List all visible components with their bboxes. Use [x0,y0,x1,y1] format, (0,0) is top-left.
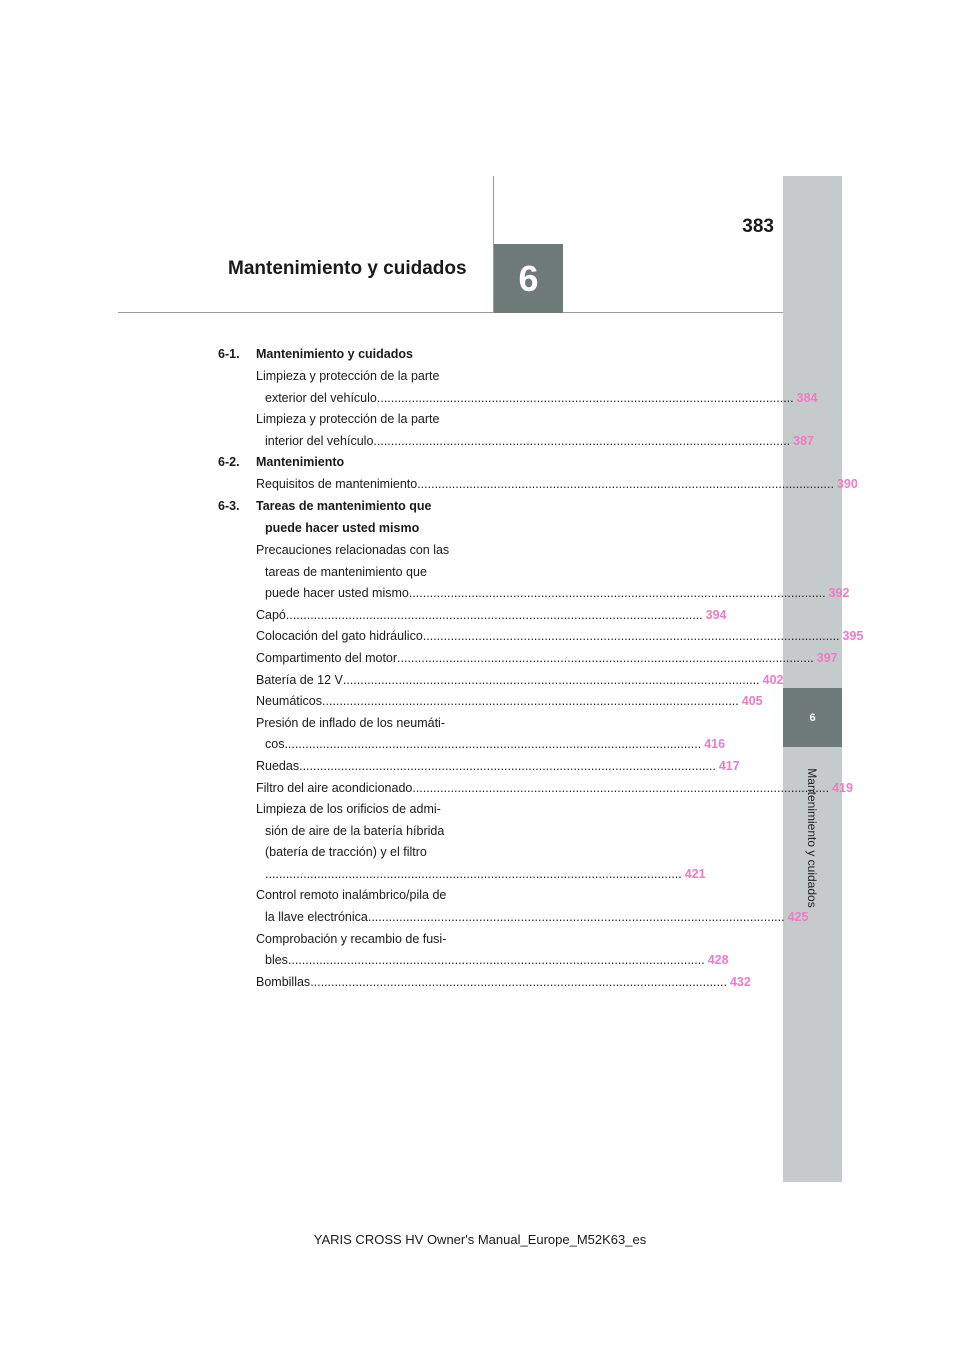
toc-page-link[interactable]: 428 [707,953,729,968]
header-horizontal-rule [118,312,783,313]
toc-dot-leader: ........................................................................................................................ [412,780,830,795]
toc-page-link[interactable]: 405 [741,694,763,709]
toc-entry[interactable] [256,780,853,802]
toc-entry-text: Limpieza y protección de la parte [256,369,440,383]
toc-page-link[interactable]: 425 [787,910,809,925]
toc-entry-text: Requisitos de mantenimiento [256,477,418,492]
toc-page-link[interactable]: 419 [832,780,853,795]
toc-dot-leader: ........................................................................................................................ [310,974,727,989]
page-number: 383 [742,216,774,237]
toc-dot-leader: ........................................................................................................................ [408,586,826,601]
toc-entry[interactable] [256,715,726,758]
toc-section-heading[interactable] [218,454,468,476]
toc-dot-leader: ........................................................................................................................ [376,390,794,405]
toc-page-link[interactable]: 421 [684,866,706,881]
toc-entry-text: la llave electrónica [265,910,368,925]
toc-dot-leader: ........................................................................................................................ [422,629,840,644]
toc-entry-text: Colocación del gato hidráulico [256,629,423,644]
toc-entry[interactable] [256,411,815,454]
toc-entry[interactable] [256,758,740,780]
toc-section-number: 6-2. [218,455,240,470]
toc-entry-text: Ruedas [256,758,300,773]
toc-section-number: 6-3. [218,498,240,513]
toc-entry-text: (batería de tracción) y el filtro [265,845,427,860]
toc-page-link[interactable]: 394 [705,607,727,622]
toc-page-link[interactable]: 417 [718,758,740,773]
toc-page-link[interactable]: 402 [762,672,784,687]
toc-entry-text: bles [265,953,288,968]
toc-dot-leader: ........................................................................................................................ [373,433,791,448]
toc-entry-text: Precauciones relacionadas con las [256,542,450,557]
toc-entry-text: Control remoto inalámbrico/pila de [256,888,447,903]
toc-section-heading[interactable] [218,498,468,542]
toc-entry-text: Bombillas [256,974,311,989]
toc-entry[interactable] [256,931,729,974]
toc-entry-text: Neumáticos [256,694,322,709]
toc-dot-leader: ........................................................................................................................ [265,866,682,881]
toc-entry[interactable] [256,974,751,996]
toc-page-link[interactable]: 397 [816,650,838,665]
toc-entry-text: Limpieza y protección de la parte [256,412,440,427]
toc-entry-text: sión de aire de la batería híbrida [265,823,445,838]
toc-dot-leader: ........................................................................................................................ [322,694,739,709]
toc-entry[interactable] [256,368,818,411]
toc-page-link[interactable]: 395 [842,629,864,644]
side-tab-number: 6 [809,711,816,724]
toc-entry[interactable] [256,607,727,629]
toc-entry-text: Limpieza de los orificios de admi- [256,802,441,817]
toc-entry-text: Capó [256,607,286,622]
table-of-contents [218,346,864,995]
toc-page-link[interactable]: 387 [793,433,815,448]
toc-entry[interactable] [256,542,850,607]
toc-section-number: 6-1. [218,347,240,361]
toc-dot-leader: ........................................................................................................................ [417,477,834,492]
toc-entry[interactable] [256,476,858,498]
toc-entry[interactable] [256,693,763,715]
toc-section-title: Mantenimiento y cuidados [256,347,413,361]
toc-entry-text: exterior del vehículo [265,390,377,405]
toc-page-link[interactable]: 384 [796,390,818,405]
toc-dot-leader: ........................................................................................................................ [397,650,814,665]
toc-entry-text: Compartimento del motor [256,650,398,665]
toc-entry-text: puede hacer usted mismo [265,586,409,601]
toc-section-title: Tareas de mantenimiento que [256,498,432,513]
toc-dot-leader: ........................................................................................................................ [285,607,703,622]
toc-page-link[interactable]: 390 [836,477,858,492]
side-chapter-tab[interactable] [783,688,842,747]
toc-entry-text: Comprobación y recambio de fusi- [256,931,447,946]
toc-dot-leader: ........................................................................................................................ [299,758,716,773]
side-chapter-label: Mantenimiento y cuidados [805,768,819,908]
toc-entry-text: Presión de inflado de los neumáti- [256,715,446,730]
toc-entry-text: Filtro del aire acondicionado [256,780,413,795]
toc-entry-text: cos [265,737,285,752]
toc-entry-text: tareas de mantenimiento que [265,564,427,579]
toc-section-heading[interactable] [218,346,468,368]
toc-dot-leader: ........................................................................................................................ [367,910,785,925]
toc-dot-leader: ........................................................................................................................ [284,737,702,752]
toc-page-link[interactable]: 416 [704,737,726,752]
toc-section-title: Mantenimiento [256,455,345,470]
toc-entry[interactable] [256,672,784,694]
toc-entry-text: Batería de 12 V [256,672,343,687]
toc-entry[interactable] [256,887,809,930]
toc-page-link[interactable]: 432 [729,974,751,989]
toc-dot-leader: ........................................................................................................................ [287,953,705,968]
toc-entry[interactable] [256,801,706,887]
toc-section-title-cont: puede hacer usted mismo [265,520,420,535]
footer-manual-id: YARIS CROSS HV Owner's Manual_Europe_M52K63_es [313,1232,647,1247]
toc-entry-text: interior del vehículo [265,433,374,448]
toc-entry[interactable] [256,650,838,672]
chapter-number-box [494,244,563,313]
toc-dot-leader: ........................................................................................................................ [342,672,760,687]
side-thumb-strip [783,176,842,1182]
toc-page-link[interactable]: 392 [828,586,850,601]
toc-entry[interactable] [256,628,864,650]
chapter-number: 6 [518,257,539,299]
chapter-title: Mantenimiento y cuidados [228,258,467,279]
